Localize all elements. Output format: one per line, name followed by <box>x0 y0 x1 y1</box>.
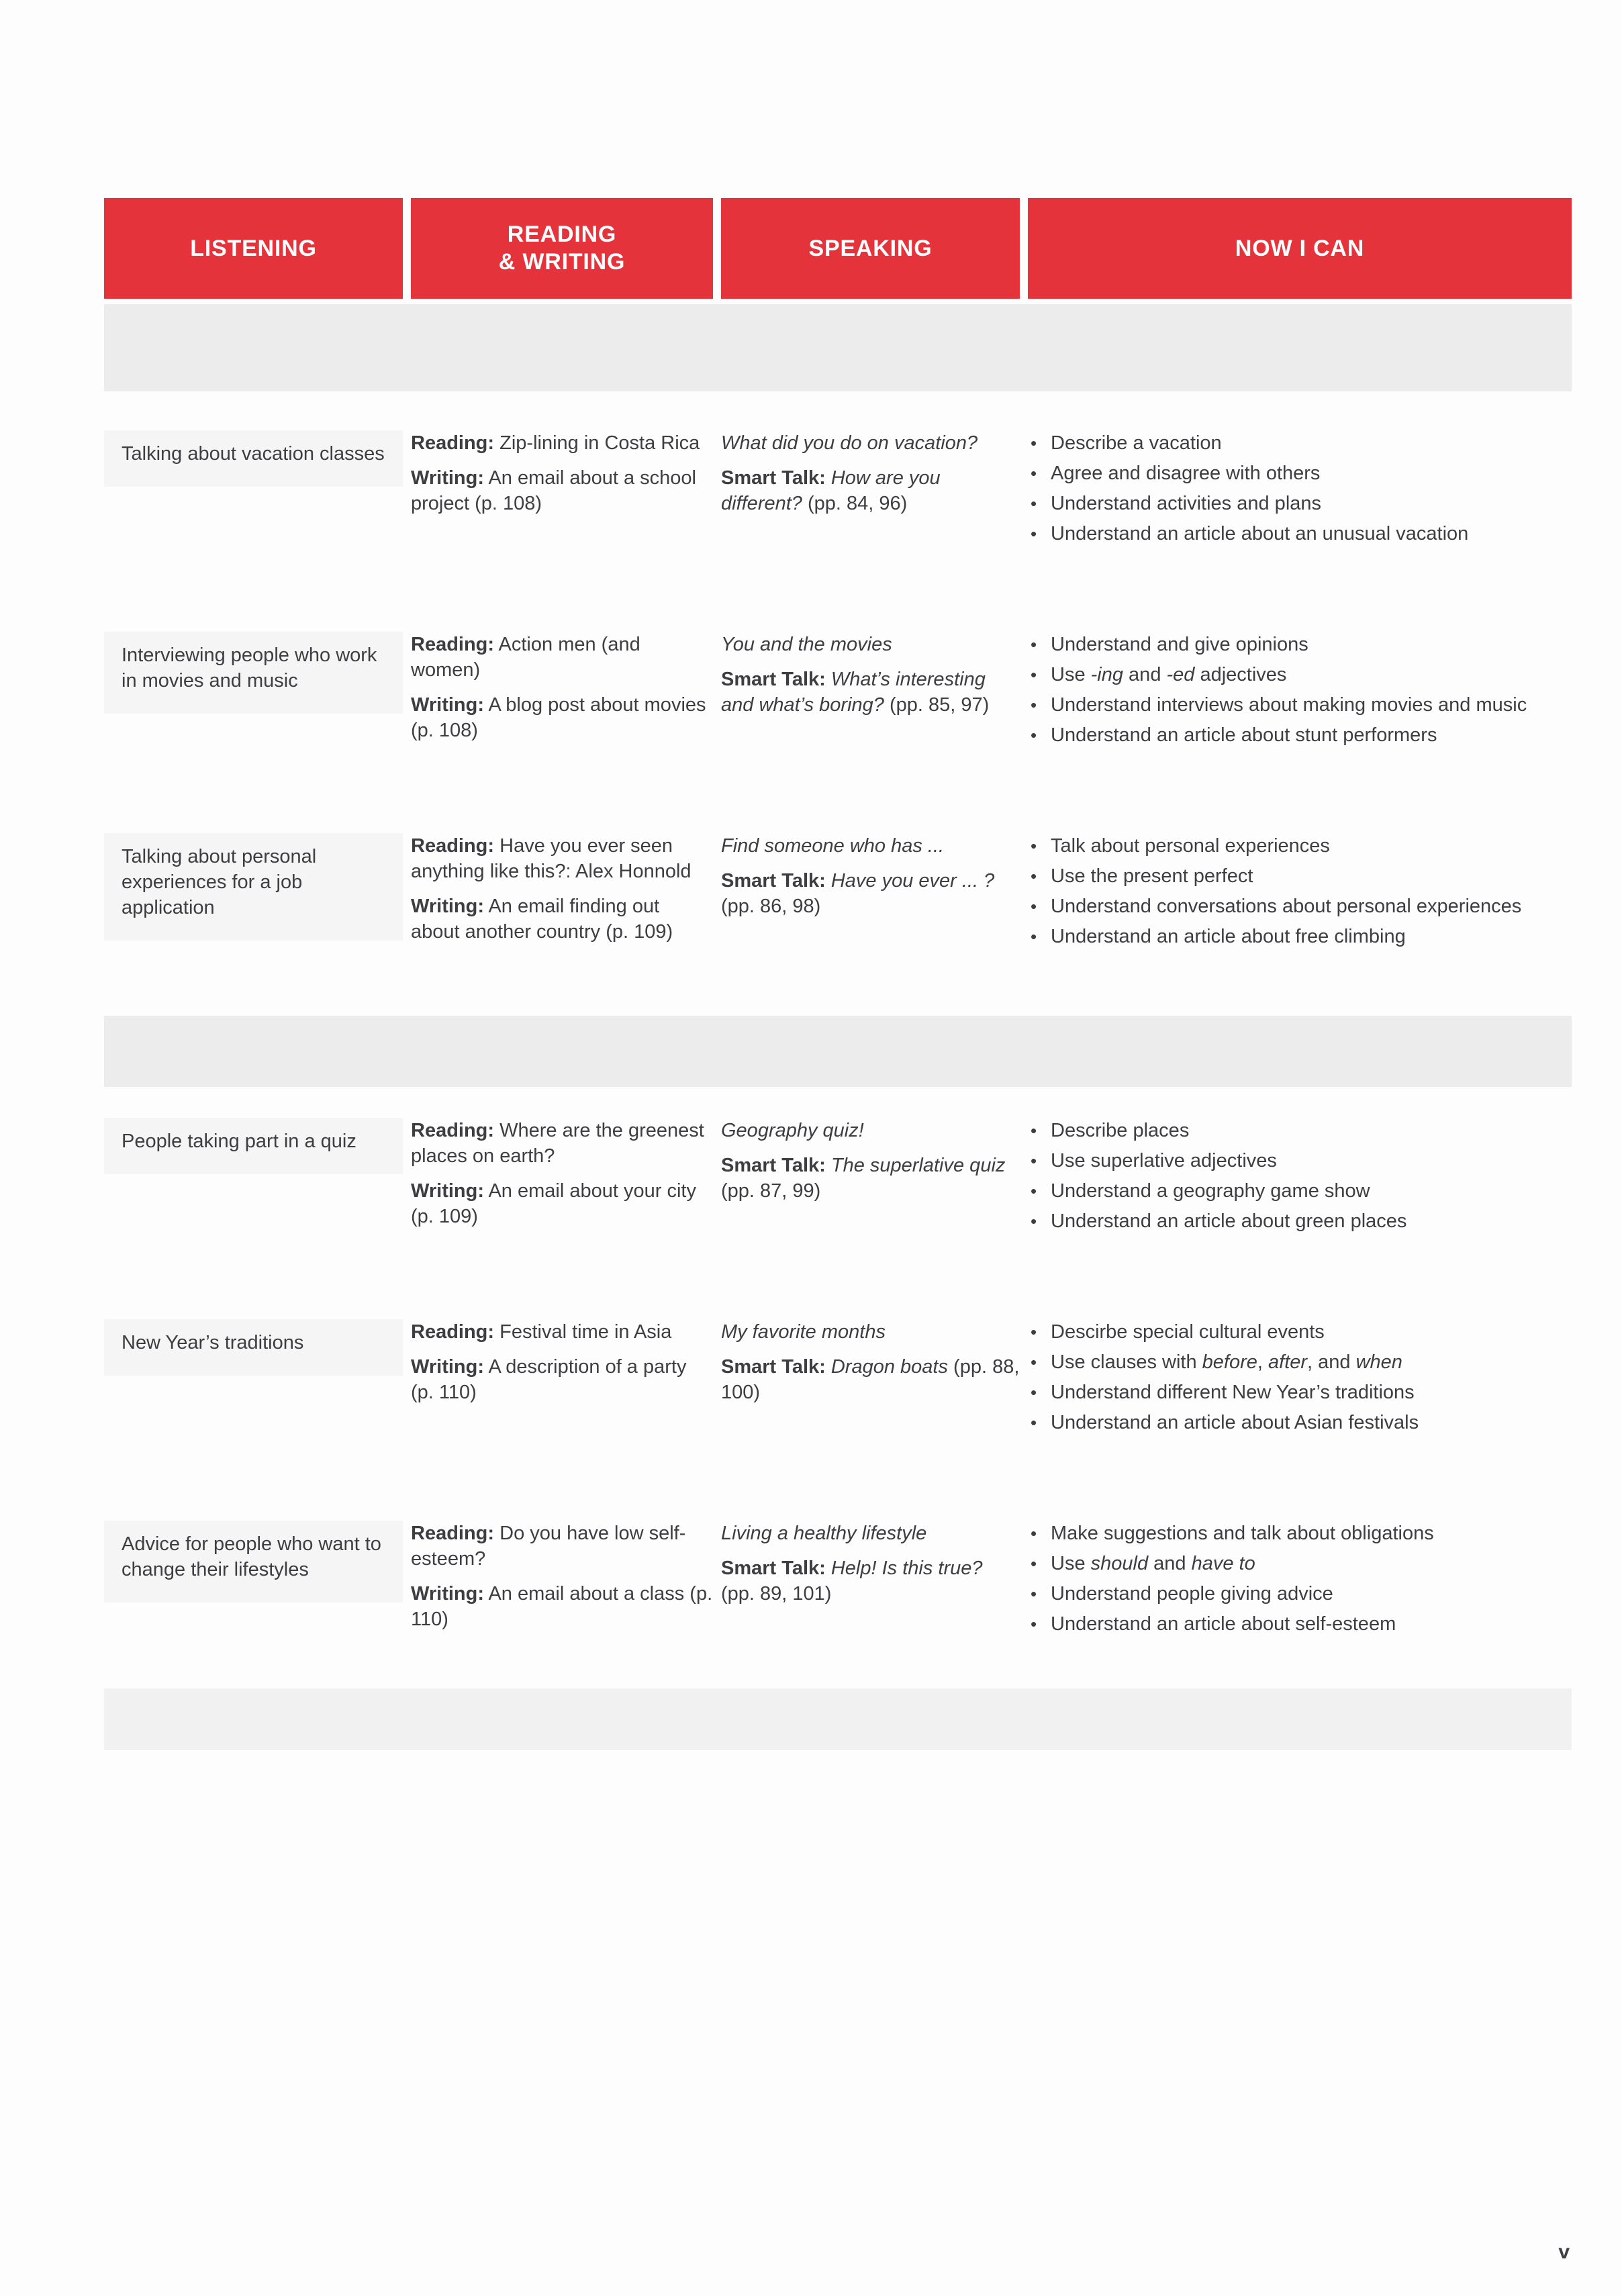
now-i-can-text: Understand an article about free climbing <box>1051 926 1406 947</box>
reading-text: Where are the greenest places on earth? <box>411 1120 704 1167</box>
now-i-can-text: Understand an article about green places <box>1051 1210 1407 1232</box>
now-i-can-text: Understand and give opinions <box>1051 634 1308 655</box>
smart-talk-label: Smart Talk: <box>721 870 826 892</box>
now-i-can-text: Understand conversations about personal experiences <box>1051 896 1522 917</box>
list-item <box>1028 491 1572 516</box>
column-header-now-i-can <box>1028 198 1572 299</box>
smart-talk-entry <box>721 1556 1020 1607</box>
smart-talk-title: The superlative quiz <box>830 1155 1006 1176</box>
list-item <box>1028 863 1572 889</box>
now-i-can-list <box>1028 430 1572 546</box>
reading-text: Zip-lining in Costa Rica <box>499 432 700 454</box>
bullet-icon: • <box>1031 1584 1037 1604</box>
table-header <box>104 198 1572 299</box>
reading-text: Festival time in Asia <box>499 1321 672 1343</box>
speaking-activity: Find someone who has ... <box>721 835 945 857</box>
list-item <box>1028 924 1572 949</box>
bullet-icon: • <box>1031 524 1037 544</box>
bullet-icon: • <box>1031 493 1037 514</box>
listening-text: Talking about vacation classes <box>122 443 385 465</box>
now-i-can-text: Understand an article about an unusual vacation <box>1051 523 1469 544</box>
column-header-label: READING <box>507 222 617 248</box>
writing-label: Writing: <box>411 1356 484 1378</box>
writing-label: Writing: <box>411 1583 484 1605</box>
reading-writing-cell <box>411 833 713 945</box>
reading-writing-cell <box>411 430 713 516</box>
reading-text: Action men (and women) <box>411 634 640 681</box>
bullet-icon: • <box>1031 463 1037 483</box>
list-item <box>1028 461 1572 486</box>
smart-talk-entry <box>721 1153 1020 1204</box>
writing-label: Writing: <box>411 1180 484 1202</box>
reading-writing-cell <box>411 1319 713 1405</box>
now-i-can-list <box>1028 1118 1572 1234</box>
list-item <box>1028 833 1572 859</box>
bullet-icon: • <box>1031 1120 1037 1141</box>
reading-entry <box>411 430 713 456</box>
bullet-icon: • <box>1031 836 1037 856</box>
reading-text: Have you ever seen anything like this?: Alex Honnold <box>411 835 691 882</box>
now-i-can-text: Understand a geography game show <box>1051 1180 1370 1202</box>
bullet-icon: • <box>1031 1413 1037 1433</box>
list-item <box>1028 1551 1572 1576</box>
column-header-label: SPEAKING <box>808 235 933 261</box>
bullet-icon: • <box>1031 1523 1037 1543</box>
list-item <box>1028 632 1572 657</box>
reading-label: Reading: <box>411 634 495 655</box>
smart-talk-pages: (pp. 85, 97) <box>889 694 990 716</box>
now-i-can-list <box>1028 1521 1572 1637</box>
listening-cell <box>104 833 403 941</box>
reading-entry <box>411 1319 713 1345</box>
writing-text: A blog post about movies (p. 108) <box>411 694 706 741</box>
listening-text: Advice for people who want to change their lifestyles <box>122 1533 381 1580</box>
reading-label: Reading: <box>411 432 495 454</box>
smart-talk-title: Dragon boats <box>830 1356 948 1378</box>
writing-text: A description of a party (p. 110) <box>411 1356 687 1403</box>
reading-writing-cell <box>411 1118 713 1229</box>
now-i-can-text: Understand interviews about making movies and music <box>1051 694 1527 716</box>
bullet-icon: • <box>1031 926 1037 947</box>
listening-cell <box>104 1118 403 1174</box>
writing-label: Writing: <box>411 694 484 716</box>
speaking-cell <box>721 1521 1020 1607</box>
reading-label: Reading: <box>411 1120 495 1141</box>
now-i-can-text: Talk about personal experiences <box>1051 835 1330 857</box>
speaking-activity: Living a healthy lifestyle <box>721 1523 927 1544</box>
smart-talk-entry <box>721 465 1020 516</box>
listening-cell <box>104 632 403 714</box>
smart-talk-title: Help! Is this true? <box>830 1558 983 1579</box>
writing-text: An email about your city (p. 109) <box>411 1180 696 1227</box>
smart-talk-pages: (pp. 89, 101) <box>721 1583 832 1605</box>
now-i-can-text: Understand different New Year’s traditions <box>1051 1382 1415 1403</box>
smart-talk-pages: (pp. 84, 96) <box>807 493 908 514</box>
now-i-can-text: Understand people giving advice <box>1051 1583 1333 1605</box>
smart-talk-entry <box>721 868 1020 919</box>
reading-writing-cell <box>411 1521 713 1632</box>
now-i-can-text: Use the present perfect <box>1051 865 1253 887</box>
writing-entry <box>411 465 713 516</box>
table-row <box>104 1319 1572 1440</box>
smart-talk-label: Smart Talk: <box>721 1356 826 1378</box>
listening-cell <box>104 430 403 487</box>
now-i-can-cell <box>1028 632 1572 753</box>
now-i-can-text: Use -ing and -ed adjectives <box>1051 664 1287 685</box>
listening-text: Talking about personal experiences for a job application <box>122 846 317 918</box>
bullet-icon: • <box>1031 1211 1037 1231</box>
now-i-can-cell <box>1028 1118 1572 1239</box>
column-header-reading-writing <box>411 198 713 299</box>
bullet-icon: • <box>1031 1352 1037 1372</box>
bullet-icon: • <box>1031 1181 1037 1201</box>
speaking-cell <box>721 1118 1020 1204</box>
reading-entry <box>411 833 713 884</box>
now-i-can-text: Use should and have to <box>1051 1553 1255 1574</box>
bullet-icon: • <box>1031 1322 1037 1342</box>
list-item <box>1028 430 1572 456</box>
list-item <box>1028 662 1572 687</box>
now-i-can-text: Understand an article about self-esteem <box>1051 1613 1396 1635</box>
now-i-can-text: Understand an article about stunt performers <box>1051 724 1437 746</box>
smart-talk-pages: (pp. 87, 99) <box>721 1180 821 1202</box>
bullet-icon: • <box>1031 1553 1037 1574</box>
bullet-icon: • <box>1031 896 1037 916</box>
bullet-icon: • <box>1031 725 1037 745</box>
speaking-cell <box>721 833 1020 919</box>
page-number: v <box>1558 2241 1570 2263</box>
list-item <box>1028 1148 1572 1174</box>
now-i-can-text: Understand an article about Asian festivals <box>1051 1412 1419 1433</box>
column-header-label: LISTENING <box>190 235 317 261</box>
reading-label: Reading: <box>411 1523 495 1544</box>
writing-entry <box>411 894 713 945</box>
list-item <box>1028 1118 1572 1143</box>
bullet-icon: • <box>1031 1151 1037 1171</box>
unit-divider-band <box>104 304 1572 391</box>
list-item <box>1028 1581 1572 1607</box>
speaking-activity: You and the movies <box>721 634 892 655</box>
speaking-activity: Geography quiz! <box>721 1120 864 1141</box>
smart-talk-entry <box>721 1354 1020 1405</box>
writing-label: Writing: <box>411 467 484 489</box>
now-i-can-list <box>1028 1319 1572 1435</box>
scope-sequence-table <box>104 198 1572 1750</box>
list-item <box>1028 692 1572 718</box>
list-item <box>1028 1410 1572 1435</box>
now-i-can-text: Describe a vacation <box>1051 432 1222 454</box>
now-i-can-text: Use superlative adjectives <box>1051 1150 1277 1171</box>
speaking-cell <box>721 1319 1020 1405</box>
column-header-speaking <box>721 198 1020 299</box>
bullet-icon: • <box>1031 634 1037 655</box>
list-item <box>1028 894 1572 919</box>
bullet-icon: • <box>1031 1382 1037 1402</box>
smart-talk-pages: (pp. 86, 98) <box>721 896 821 917</box>
table-row <box>104 1118 1572 1239</box>
list-item <box>1028 1521 1572 1546</box>
smart-talk-title: How are you different? <box>721 467 941 514</box>
smart-talk-title: Have you ever ... ? <box>830 870 995 892</box>
smart-talk-label: Smart Talk: <box>721 669 826 690</box>
now-i-can-cell <box>1028 430 1572 551</box>
speaking-cell <box>721 430 1020 516</box>
now-i-can-text: Descirbe special cultural events <box>1051 1321 1325 1343</box>
bullet-icon: • <box>1031 1614 1037 1634</box>
table-row <box>104 833 1572 954</box>
bullet-icon: • <box>1031 665 1037 685</box>
now-i-can-text: Make suggestions and talk about obligations <box>1051 1523 1434 1544</box>
list-item <box>1028 1208 1572 1234</box>
writing-label: Writing: <box>411 896 484 917</box>
list-item <box>1028 722 1572 748</box>
table-row <box>104 632 1572 753</box>
reading-label: Reading: <box>411 835 495 857</box>
unit-divider-band <box>104 1016 1572 1087</box>
bullet-icon: • <box>1031 433 1037 453</box>
writing-text: An email about a class (p. 110) <box>411 1583 713 1630</box>
list-item <box>1028 521 1572 546</box>
writing-entry <box>411 1178 713 1229</box>
smart-talk-label: Smart Talk: <box>721 467 826 489</box>
reading-text: Do you have low self-esteem? <box>411 1523 686 1570</box>
reading-entry <box>411 1118 713 1169</box>
now-i-can-text: Describe places <box>1051 1120 1190 1141</box>
writing-entry <box>411 692 713 743</box>
speaking-activity: My favorite months <box>721 1321 886 1343</box>
table-row <box>104 430 1572 551</box>
writing-text: An email finding out about another country (p. 109) <box>411 896 673 943</box>
now-i-can-text: Agree and disagree with others <box>1051 463 1321 484</box>
bullet-icon: • <box>1031 695 1037 715</box>
reading-entry <box>411 632 713 683</box>
reading-entry <box>411 1521 713 1572</box>
list-item <box>1028 1611 1572 1637</box>
now-i-can-list <box>1028 632 1572 748</box>
smart-talk-pages: (pp. 88, 100) <box>721 1356 1020 1403</box>
reading-writing-cell <box>411 632 713 743</box>
writing-entry <box>411 1581 713 1632</box>
column-header-label: NOW I CAN <box>1235 235 1365 261</box>
writing-entry <box>411 1354 713 1405</box>
bullet-icon: • <box>1031 866 1037 886</box>
reading-label: Reading: <box>411 1321 495 1343</box>
column-header-label-line2: & WRITING <box>498 249 626 275</box>
list-item <box>1028 1178 1572 1204</box>
unit-divider-band <box>104 1688 1572 1750</box>
list-item <box>1028 1380 1572 1405</box>
smart-talk-title: What’s interesting and what’s boring? <box>721 669 986 716</box>
writing-text: An email about a school project (p. 108) <box>411 467 696 514</box>
now-i-can-cell <box>1028 1521 1572 1641</box>
list-item <box>1028 1349 1572 1375</box>
listening-cell <box>104 1521 403 1603</box>
now-i-can-text: Understand activities and plans <box>1051 493 1322 514</box>
listening-cell <box>104 1319 403 1376</box>
smart-talk-entry <box>721 667 1020 718</box>
list-item <box>1028 1319 1572 1345</box>
listening-text: New Year’s traditions <box>122 1332 304 1353</box>
table-row <box>104 1521 1572 1641</box>
column-header-listening <box>104 198 403 299</box>
now-i-can-list <box>1028 833 1572 949</box>
smart-talk-label: Smart Talk: <box>721 1155 826 1176</box>
speaking-cell <box>721 632 1020 718</box>
listening-text: Interviewing people who work in movies and music <box>122 644 377 691</box>
now-i-can-cell <box>1028 1319 1572 1440</box>
now-i-can-cell <box>1028 833 1572 954</box>
now-i-can-text: Use clauses with before, after, and when <box>1051 1351 1402 1373</box>
speaking-activity: What did you do on vacation? <box>721 432 978 454</box>
listening-text: People taking part in a quiz <box>122 1131 356 1152</box>
smart-talk-label: Smart Talk: <box>721 1558 826 1579</box>
